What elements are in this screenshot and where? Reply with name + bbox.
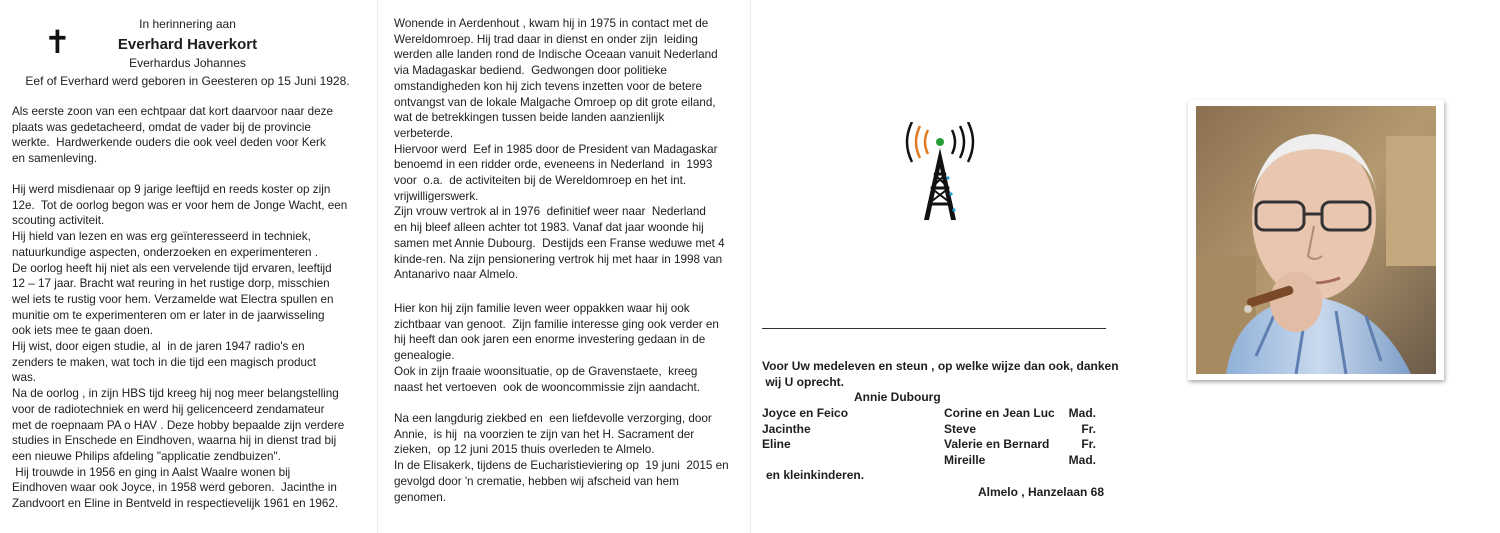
family-member: Steve: [944, 422, 977, 436]
intro-text: In herinnering aan: [139, 17, 236, 31]
panel-photo: [1128, 0, 1500, 533]
family-member: Eline: [762, 437, 791, 451]
biography-paragraph: Hij werd misdienaar op 9 jarige leeftijd en reeds koster op zijn 12e. Tot de oorlog begon was er voor hem de Jonge Wacht, een scouting activiteit. Hij hield van lezen en was erg geïnteresseerd in techniek, natuurkundige aspecten, onderzoeken en experimenteren . De oorlog heeft hij niet als een vervelende tijd ervaren, leeftijd 12 – 17 jaar. Bracht wat reuring in het rustige dorp, misschien wel iets te rustig voor hem. Verzamelde wat Electra spullen en munitie om te experimenteren om er later in de jaarwisseling ook iets mee te gaan doen. Hij wist, door eigen studie, al in de jaren 1947 radio's en zenders te maken, wat toch in die tijd een magisch product was. Na de oorlog , in zijn HBS tijd kreeg hij nog meer belangstelling voor de radiotechniek en werd hij gelicenceerd zendamateur met de roepnaam PA o HAV . Deze hobby bepaalde zijn verdere studies in Enschede en Eindhoven, waarna hij in dienst trad bij een nieuwe Philips afdeling "applicatie zendbuizen". Hij trouwde in 1956 en ging in Aalst Waalre wonen bij Eindhoven waar ook Joyce, in 1958 werd geboren. Jacinthe in Zandvoort en Eline in Bentveld in respectievelijk 1961 en 1962.: [12, 183, 348, 511]
portrait-photo: [1188, 100, 1444, 380]
family-member: Joyce en Feico: [762, 406, 849, 420]
family-member: Valerie en Bernard: [944, 437, 1050, 451]
biography-paragraph: Wonende in Aerdenhout , kwam hij in 1975 in contact met de Wereldomroep. Hij trad daar in dienst en onder zijn leiding werden alle landen rond de Indische Oceaan vanuit Nederland via Madagaskar bediend. Gedwongen door politieke omstandigheden kon hij zich tevens inzetten voor de betere ontvangst van de lokale Malgache Omroep op dit grote eiland, wat de betrekkingen tussen beide landen aanzienlijk verbeterde. Hiervoor werd Eef in 1985 door de President van Madagaskar benoemd in een ridder orde, eveneens in Nederland in 1993 voor o.a. de activiteiten bij de Wereldomroep en het int. vrijwilligerswerk. Zijn vrouw vertrok al in 1976 definitief weer naar Nederland en hij bleef alleen achter tot 1983. Vanaf dat jaar woonde hij samen met Annie Dubourg. Destijds een Franse weduwe met 4 kinde-ren. Na zijn pensionering vertrok hij met haar in 1998 van Antanarivo naar Almelo.: [394, 17, 725, 282]
address-text: Almelo , Hanzelaan 68: [977, 485, 1104, 499]
signature-annie: Annie Dubourg: [854, 390, 941, 404]
family-member: Mireille: [944, 453, 986, 467]
family-title: Fr.: [1081, 437, 1096, 451]
divider-line: [762, 328, 1106, 329]
thank-you-text: Voor Uw medeleven en steun , op welke wijze dan ook, danken wij U oprecht.: [762, 359, 1119, 389]
birth-line: Eef of Everhard werd geboren in Geesteren op 15 Juni 1928.: [25, 74, 350, 88]
biography-paragraph: Na een langdurig ziekbed en een liefdevolle verzorging, door Annie, is hij na voorzien te zijn van het H. Sacrament der zieken, op 12 juni 2015 thuis overleden te Almelo. In de Elisakerk, tijdens de Eucharistieviering op 19 juni 2015 en gevolgd door 'n crematie, hebben wij afscheid van hem genomen.: [394, 412, 729, 504]
panel-left: [0, 0, 375, 533]
latin-cross-icon: ✝: [44, 23, 71, 61]
full-name: Everhardus Johannes: [129, 56, 246, 70]
grandchildren-text: en kleinkinderen.: [766, 468, 865, 482]
family-member: Jacinthe: [762, 422, 811, 436]
family-member: Corine en Jean Luc: [944, 406, 1055, 420]
biography-paragraph: Als eerste zoon van een echtpaar dat kort daarvoor naar deze plaats was gedetacheerd, omdat de vader bij de provincie werkte. Hardwerkende ouders die ook veel deden voor Kerk en samenleving.: [12, 105, 333, 166]
biography-paragraph: Hier kon hij zijn familie leven weer oppakken waar hij ook zichtbaar van genoot. Zijn familie interesse ging ook verder en hij heeft dan ook jaren een enorme investering gedaan in de genealogie. Ook in zijn fraaie woonsituatie, op de Gravenstaete, kreeg naast het vertoeven ook de wooncommissie zijn aandacht.: [394, 302, 719, 394]
deceased-name: Everhard Haverkort: [117, 36, 258, 53]
family-title: Fr.: [1081, 422, 1096, 436]
family-title: Mad.: [1068, 406, 1096, 420]
family-title: Mad.: [1068, 453, 1096, 467]
panel-right: [750, 0, 1125, 533]
portrait-photo-icon: [1196, 106, 1436, 374]
radio-tower-icon: [898, 122, 982, 222]
panel-middle: [378, 0, 750, 533]
